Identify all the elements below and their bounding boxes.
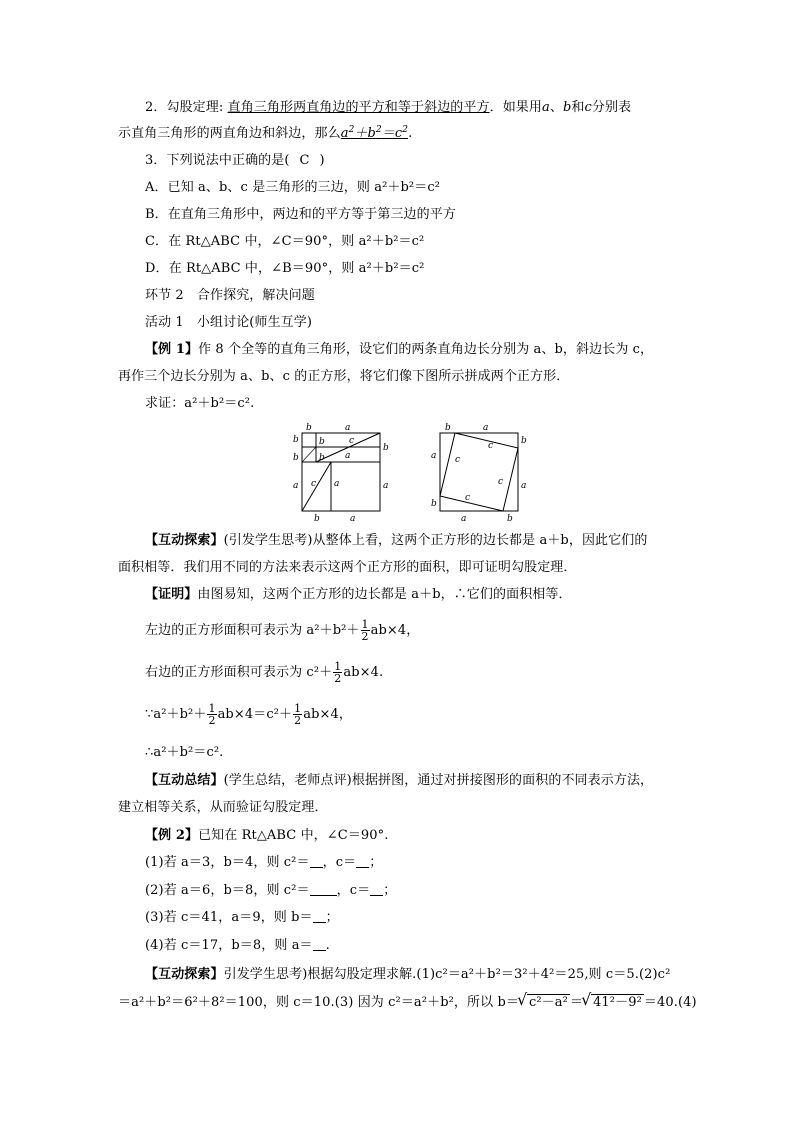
- question-3-close: ): [319, 153, 325, 168]
- label-c: c: [455, 455, 461, 465]
- proof-right-end: ab×4.: [343, 665, 384, 680]
- theorem-line2-text: 示直角三角形的两直角边和斜边，那么: [118, 126, 341, 141]
- example-1-tag: 【例 1】: [145, 342, 199, 357]
- label-b: b: [306, 423, 312, 433]
- proof-because-end: ab×4，: [303, 707, 352, 722]
- section-activity: 活动 1 小组讨论(师生互学): [145, 315, 313, 330]
- section-step: 环节 2 合作探究，解决问题: [145, 288, 315, 303]
- pythagoras-figure: [285, 418, 545, 524]
- label-c: c: [465, 493, 471, 503]
- frac-den: 2: [334, 672, 342, 685]
- equals-sign: ＝: [569, 995, 584, 1010]
- proof-tag: 【证明】: [145, 587, 198, 602]
- explore-2-text-end: ＝40.(4): [643, 995, 697, 1010]
- summary-line-1: [145, 773, 653, 789]
- q3-text-b: ；: [325, 910, 339, 925]
- label-b: b: [319, 437, 325, 447]
- frac-den: 2: [208, 714, 216, 727]
- theorem-prefix: 2．勾股定理:: [145, 100, 228, 115]
- option-a: A．已知 a、b、c 是三角形的三边，则 a²＋b²＝c²: [145, 180, 441, 195]
- proof-text-1: 由图易知，这两个正方形的边长都是 a＋b，∴它们的面积相等．: [197, 587, 572, 602]
- label-c: c: [488, 441, 494, 451]
- sqrt-expression: √ c²－a²: [527, 994, 570, 1010]
- sqrt-expression: √ 41²－9²: [591, 994, 644, 1010]
- theorem-formula: $a^2+b^2=c^2$: [340, 125, 409, 141]
- and-word: 和: [571, 100, 585, 115]
- theorem-tail: 分别表: [591, 100, 632, 115]
- label-a: a: [334, 479, 340, 489]
- frac-den: 2: [361, 630, 369, 643]
- example-2-q4: [145, 938, 330, 954]
- example-2-intro: [145, 828, 389, 844]
- explore-1-text-1: (引发学生思考)从整体上看，这两个正方形的边长都是 a＋b，因此它们的: [223, 533, 648, 548]
- summary-text-1: (学生总结，老师点评)根据拼图，通过对拼接图形的面积的不同表示方法，: [223, 773, 654, 788]
- fraction-half: [293, 703, 302, 726]
- explore-2-text-2: ＝a²＋b²＝6²＋8²＝100，则 c＝10.(3) 因为 c²＝a²＋b²，所以 b＝: [118, 995, 519, 1010]
- label-a: a: [383, 481, 389, 491]
- q4-text-b: .: [325, 938, 330, 953]
- fraction-half: [207, 703, 216, 726]
- label-b: b: [293, 435, 299, 445]
- left-square: [302, 433, 380, 511]
- proof-therefore: ∴a²＋b²＝c².: [145, 745, 224, 760]
- answer-blank[interactable]: [310, 883, 337, 896]
- var-b: b: [562, 100, 572, 115]
- label-a: a: [483, 423, 489, 433]
- q2-text-c: ；: [383, 883, 397, 898]
- answer-blank[interactable]: [310, 855, 323, 868]
- answer-blank[interactable]: [313, 910, 326, 923]
- q1-text-a: (1)若 a＝3，b＝4，则 c²＝: [145, 855, 310, 870]
- sep: 、: [549, 100, 563, 115]
- question-3: [145, 153, 325, 169]
- explore-2-tag: 【互动探索】: [145, 967, 224, 982]
- question-3-stem: 3．下列说法中正确的是(: [145, 153, 290, 168]
- explore-1-line-1: [145, 533, 647, 549]
- label-a: a: [345, 423, 351, 433]
- frac-num: 1: [208, 702, 216, 715]
- label-c: c: [498, 477, 504, 487]
- fraction-half: [361, 619, 370, 642]
- example-1-text-1: 作 8 个全等的直角三角形，设它们的两条直角边长分别为 a、b，斜边长为 c，: [198, 342, 654, 357]
- label-a: a: [345, 451, 351, 461]
- example-2-tag: 【例 2】: [145, 828, 199, 843]
- q2-text-a: (2)若 a＝6，b＝8，则 c²＝: [145, 883, 310, 898]
- label-a: a: [461, 514, 467, 524]
- explore-1-tag: 【互动探索】: [145, 533, 224, 548]
- fraction-half: [333, 661, 342, 684]
- proof-left-area: [145, 618, 419, 644]
- proof-left-start: 左边的正方形面积可表示为 a²＋b²＋: [145, 623, 360, 638]
- label-b: b: [521, 436, 527, 446]
- proof-because-mid: ab×4＝c²＋: [217, 707, 293, 722]
- label-c: c: [349, 436, 355, 446]
- option-c: C．在 Rt△ABC 中，∠C＝90°，则 a²＋b²＝c²: [145, 234, 425, 249]
- example-2-q3: [145, 910, 339, 926]
- example-1-prove: 求证：a²＋b²＝c².: [145, 396, 255, 411]
- q3-text-a: (3)若 c＝41，a＝9，则 b＝: [145, 910, 313, 925]
- proof-left-end: ab×4，: [370, 623, 420, 638]
- proof-right-start: 右边的正方形面积可表示为 c²＋: [145, 665, 333, 680]
- explore-2-text-1: 引发学生思考)根据勾股定理求解.(1)c²＝a²＋b²＝3²＋4²＝25,则 c＝5.(2)c²: [223, 967, 671, 982]
- theorem-end: .: [408, 126, 413, 141]
- var-c: c: [584, 100, 592, 115]
- left-square-labels: [293, 423, 389, 524]
- label-a: a: [431, 451, 437, 461]
- label-b: b: [383, 443, 389, 453]
- summary-line-2: 建立相等关系，从而验证勾股定理．: [118, 800, 328, 815]
- example-1-line-1: [145, 342, 653, 358]
- option-b: B．在直角三角形中，两边和的平方等于第三边的平方: [145, 207, 456, 222]
- label-a: a: [350, 514, 356, 524]
- example-2-text: 已知在 Rt△ABC 中，∠C＝90°.: [198, 828, 389, 843]
- answer-blank[interactable]: [370, 883, 383, 896]
- label-b: b: [293, 453, 299, 463]
- label-b: b: [319, 453, 325, 463]
- answer-blank[interactable]: [313, 938, 326, 951]
- frac-num: 1: [361, 618, 369, 631]
- proof-right-area: [145, 660, 383, 686]
- label-a: a: [521, 481, 527, 491]
- q2-text-b: ，c＝: [336, 883, 371, 898]
- example-2-q2: [145, 883, 396, 899]
- label-b: b: [314, 514, 320, 524]
- right-square: [440, 433, 518, 511]
- theorem-mid: ．如果用: [489, 100, 543, 115]
- example-1-line-2: 再作三个边长分别为 a、b、c 的正方形，将它们像下图所示拼成两个正方形．: [118, 369, 570, 384]
- label-c: c: [311, 479, 317, 489]
- option-d: D．在 Rt△ABC 中，∠B＝90°，则 a²＋b²＝c²: [145, 261, 425, 276]
- q4-text-a: (4)若 c＝17，b＝8，则 a＝: [145, 938, 313, 953]
- var-a: a: [542, 100, 550, 115]
- proof-because-start: ∵a²＋b²＋: [145, 707, 207, 722]
- example-2-q1: [145, 855, 382, 871]
- label-b: b: [431, 499, 437, 509]
- q1-text-c: ；: [369, 855, 383, 870]
- explore-1-line-2: 面积相等．我们用不同的方法来表示这两个正方形的面积，即可证明勾股定理．: [118, 560, 577, 575]
- proof-because: [145, 702, 352, 728]
- theorem-line-1: [145, 100, 631, 116]
- explore-2-line-2: [118, 994, 697, 1011]
- explore-2-line-1: [145, 967, 670, 983]
- theorem-line-2: [118, 126, 412, 142]
- frac-num: 1: [294, 702, 302, 715]
- question-3-answer: C: [299, 153, 310, 168]
- q1-text-b: ，c＝: [322, 855, 357, 870]
- label-b: b: [445, 423, 451, 433]
- frac-den: 2: [294, 714, 302, 727]
- answer-blank[interactable]: [356, 855, 369, 868]
- frac-num: 1: [334, 660, 342, 673]
- summary-tag: 【互动总结】: [145, 773, 224, 788]
- label-a: a: [293, 481, 299, 491]
- proof-line-1: [145, 587, 572, 603]
- label-b: b: [507, 514, 513, 524]
- theorem-statement: 直角三角形两直角边的平方和等于斜边的平方: [227, 100, 490, 115]
